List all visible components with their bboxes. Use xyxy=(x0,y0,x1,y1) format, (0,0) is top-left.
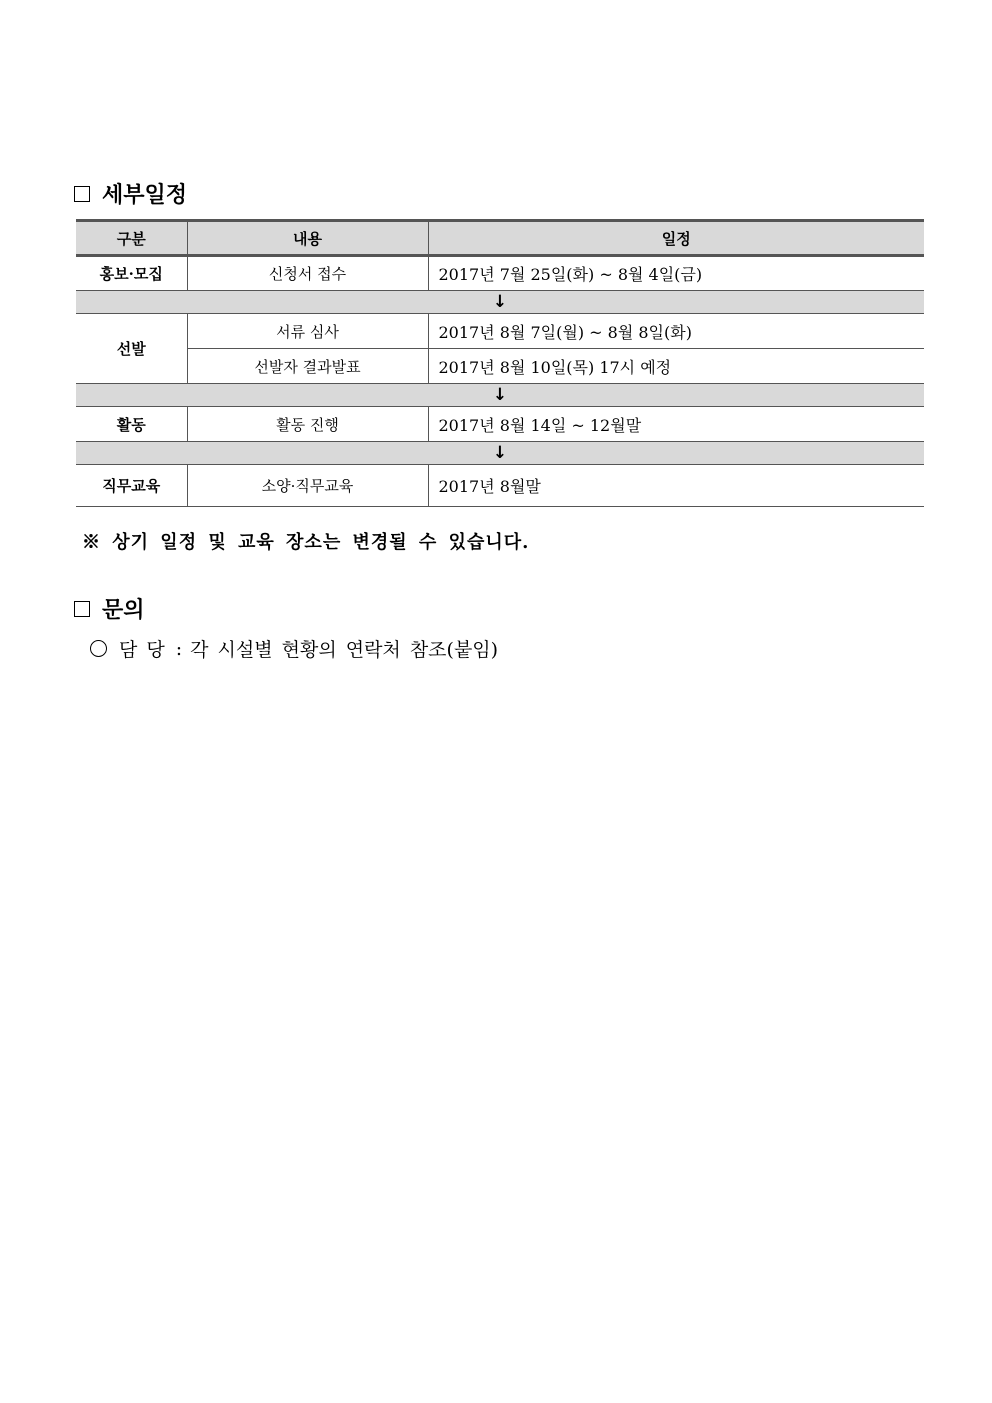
inquiry-text: 각 시설별 현황의 연락처 참조(붙임) xyxy=(190,639,499,661)
row-date: 2017년 8월 14일 ~ 12월말 xyxy=(428,407,924,442)
row-date: 2017년 8월말 xyxy=(428,465,924,507)
down-arrow-icon: ↓ xyxy=(76,384,924,407)
row-content: 서류 심사 xyxy=(187,314,428,349)
schedule-heading xyxy=(74,178,187,209)
column-header-date: 일정 xyxy=(428,221,924,256)
inquiry-label: 담당 xyxy=(119,639,174,661)
column-header-content: 내용 xyxy=(187,221,428,256)
row-category: 직무교육 xyxy=(76,465,187,507)
table-row xyxy=(76,407,924,442)
row-date: 2017년 7월 25일(화) ~ 8월 4일(금) xyxy=(428,256,924,291)
circle-bullet-icon xyxy=(90,640,107,657)
checkbox-square-icon xyxy=(74,601,90,617)
inquiry-contact-line xyxy=(90,635,498,662)
schedule-heading-text: 세부일정 xyxy=(102,183,188,208)
table-row xyxy=(76,256,924,291)
inquiry-heading-text: 문의 xyxy=(102,598,145,623)
row-content: 활동 진행 xyxy=(187,407,428,442)
arrow-row xyxy=(76,384,924,407)
arrow-row xyxy=(76,291,924,314)
row-content: 신청서 접수 xyxy=(187,256,428,291)
table-header-row xyxy=(76,221,924,256)
arrow-row xyxy=(76,442,924,465)
checkbox-square-icon xyxy=(74,186,90,202)
row-category: 선발 xyxy=(76,314,187,384)
down-arrow-icon: ↓ xyxy=(76,291,924,314)
table-row xyxy=(76,314,924,349)
row-content: 선발자 결과발표 xyxy=(187,349,428,384)
down-arrow-icon: ↓ xyxy=(76,442,924,465)
table-row xyxy=(76,465,924,507)
schedule-notice: ※ 상기 일정 및 교육 장소는 변경될 수 있습니다. xyxy=(82,532,530,553)
schedule-table xyxy=(76,219,924,507)
column-header-category: 구분 xyxy=(76,221,187,256)
table-row xyxy=(76,349,924,384)
row-date: 2017년 8월 7일(월) ~ 8월 8일(화) xyxy=(428,314,924,349)
inquiry-separator: : xyxy=(175,637,183,660)
row-category: 활동 xyxy=(76,407,187,442)
row-date: 2017년 8월 10일(목) 17시 예정 xyxy=(428,349,924,384)
row-content: 소양·직무교육 xyxy=(187,465,428,507)
inquiry-heading xyxy=(74,593,145,624)
row-category: 홍보·모집 xyxy=(76,256,187,291)
